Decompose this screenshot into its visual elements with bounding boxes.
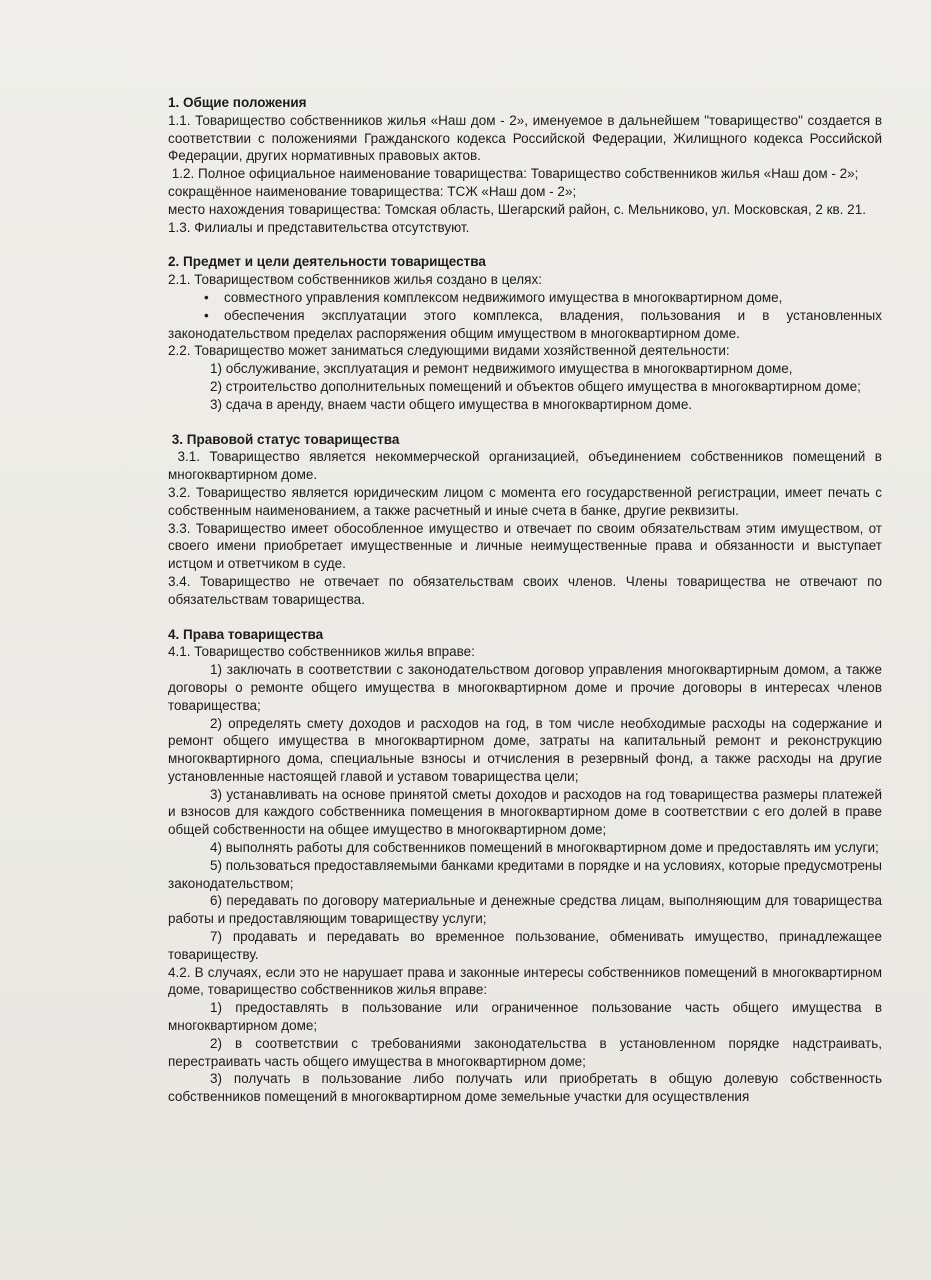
para-3-2: 3.2. Товарищество является юридическим лицом с момента его государственной регистрации, имеет печать с собственным наименованием, а также расчетный и иные счета в банке, другие реквизиты. — [168, 484, 882, 518]
section-1-title: 1. Общие положения — [168, 95, 307, 110]
para-3-4: 3.4. Товарищество не отвечает по обязательствам своих членов. Члены товарищества не отвечают по обязательствам товарищества. — [168, 573, 882, 607]
para-4-1: 4.1. Товарищество собственников жилья вправе: — [168, 644, 475, 660]
section-2-title: 2. Предмет и цели деятельности товарищества — [168, 254, 486, 270]
right2-item-3: 3) получать в пользование либо получать или приобретать в общую долевую собственность собственников помещений в многоквартирном доме земельные участки для осуществления — [168, 1071, 882, 1105]
para-1-2-short-name: сокращённое наименование товарищества: ТСЖ «Наш дом - 2»; — [168, 183, 577, 199]
para-4-2: 4.2. В случаях, если это не нарушает права и законные интересы собственников помещений в многоквартирном доме, товарищество собственников жилья вправе: — [168, 964, 882, 998]
section-gap — [168, 414, 882, 431]
right-item-6: 6) передавать по договору материальные и денежные средства лицам, выполняющим для товарищества работы и предоставляющим товариществу услуги; — [168, 893, 882, 927]
right-item-5: 5) пользоваться предоставляемыми банками кредитами в порядке и на условиях, которые предусмотрены законодательством; — [168, 857, 882, 891]
para-2-1: 2.1. Товариществом собственников жилья создано в целях: — [168, 272, 542, 288]
right2-item-2: 2) в соответствии с требованиями законодательства в установленном порядке надстраивать, перестраивать часть общего имущества в многоквартирном доме; — [168, 1035, 882, 1069]
para-1-2-location: место нахождения товарищества: Томская область, Шегарский район, с. Мельниково, ул. Московская, 2 кв. 21. — [168, 201, 866, 217]
right-item-2: 2) определять смету доходов и расходов на год, в том числе необходимые расходы на содержание и ремонт общего имущества в многоквартирном доме, затраты на капитальный ремонт и реконструкцию многоквартирного дома, специальные взносы и отчисления в резервный фонд, а также расходы на другие установленные настоящей главой и уставом товарищества цели; — [168, 715, 882, 784]
para-1-3: 1.3. Филиалы и представительства отсутствуют. — [168, 219, 470, 235]
section-4-title: 4. Права товарищества — [168, 626, 324, 642]
right-item-4: 4) выполнять работы для собственников помещений в многоквартирном доме и предоставлять им услуги; — [210, 840, 879, 856]
para-1-2: 1.2. Полное официальное наименование товарищества: Товарищество собственников жилья «Наш дом - 2»; — [168, 166, 859, 182]
right-item-7: 7) продавать и передавать во временное пользование, обменивать имущество, принадлежащее товариществу. — [168, 929, 882, 962]
right-item-1: 1) заключать в соответствии с законодательством договор управления многоквартирным домом, а также договоры о ремонте общего имущества в многоквартирном доме и прочие договоры в интересах членов товарищества; — [168, 662, 882, 713]
goal-item-1: • совместного управления комплексом недвижимого имущества в многоквартирном доме, — [224, 289, 882, 307]
document-body — [168, 94, 886, 1106]
section-gap — [168, 236, 882, 253]
goal-item-2: • обеспечения эксплуатации этого комплекса, владения, пользования и в установленных законодательством пределах распоряжения общим имуществом в многоквартирном доме. — [168, 307, 882, 343]
right-item-3: 3) устанавливать на основе принятой сметы доходов и расходов на год товарищества размеры платежей и взносов для каждого собственника помещения в многоквартирном доме в соответствии с его долей в праве общей собственности на общее имущество в многоквартирном доме; — [168, 786, 882, 838]
right2-item-1: 1) предоставлять в пользование или ограниченное пользование часть общего имущества в многоквартирном доме; — [168, 1000, 882, 1034]
para-1-1: 1.1. Товарищество собственников жилья «Наш дом - 2», именуемое в дальнейшем "товарищество" создается в соответствии с положениями Гражданского кодекса Российской Федерации, Жилищного кодекса Российской Федерации, других нормативных правовых актов. — [168, 112, 882, 164]
activity-item-1: 1) обслуживание, эксплуатация и ремонт недвижимого имущества в многоквартирном доме, — [210, 361, 793, 377]
section-3-title: 3. Правовой статус товарищества — [168, 431, 400, 447]
activity-item-3: 3) сдача в аренду, внаем части общего имущества в многоквартирном доме. — [210, 396, 693, 412]
section-gap — [168, 609, 882, 626]
para-2-2: 2.2. Товарищество может заниматься следующими видами хозяйственной деятельности: — [168, 343, 730, 359]
para-3-3: 3.3. Товарищество имеет обособленное имущество и отвечает по своим обязательствам этим имуществом, от своего имени приобретает имущественные и личные неимущественные права и обязанности и выступает истцом и ответчиком в суде. — [168, 520, 882, 572]
activity-item-2: 2) строительство дополнительных помещений и объектов общего имущества в многоквартирном доме; — [210, 378, 861, 394]
para-3-1: 3.1. Товарищество является некоммерческой организацией, объединением собственников помещений в многоквартирном доме. — [168, 449, 886, 483]
goals-list — [168, 289, 882, 342]
